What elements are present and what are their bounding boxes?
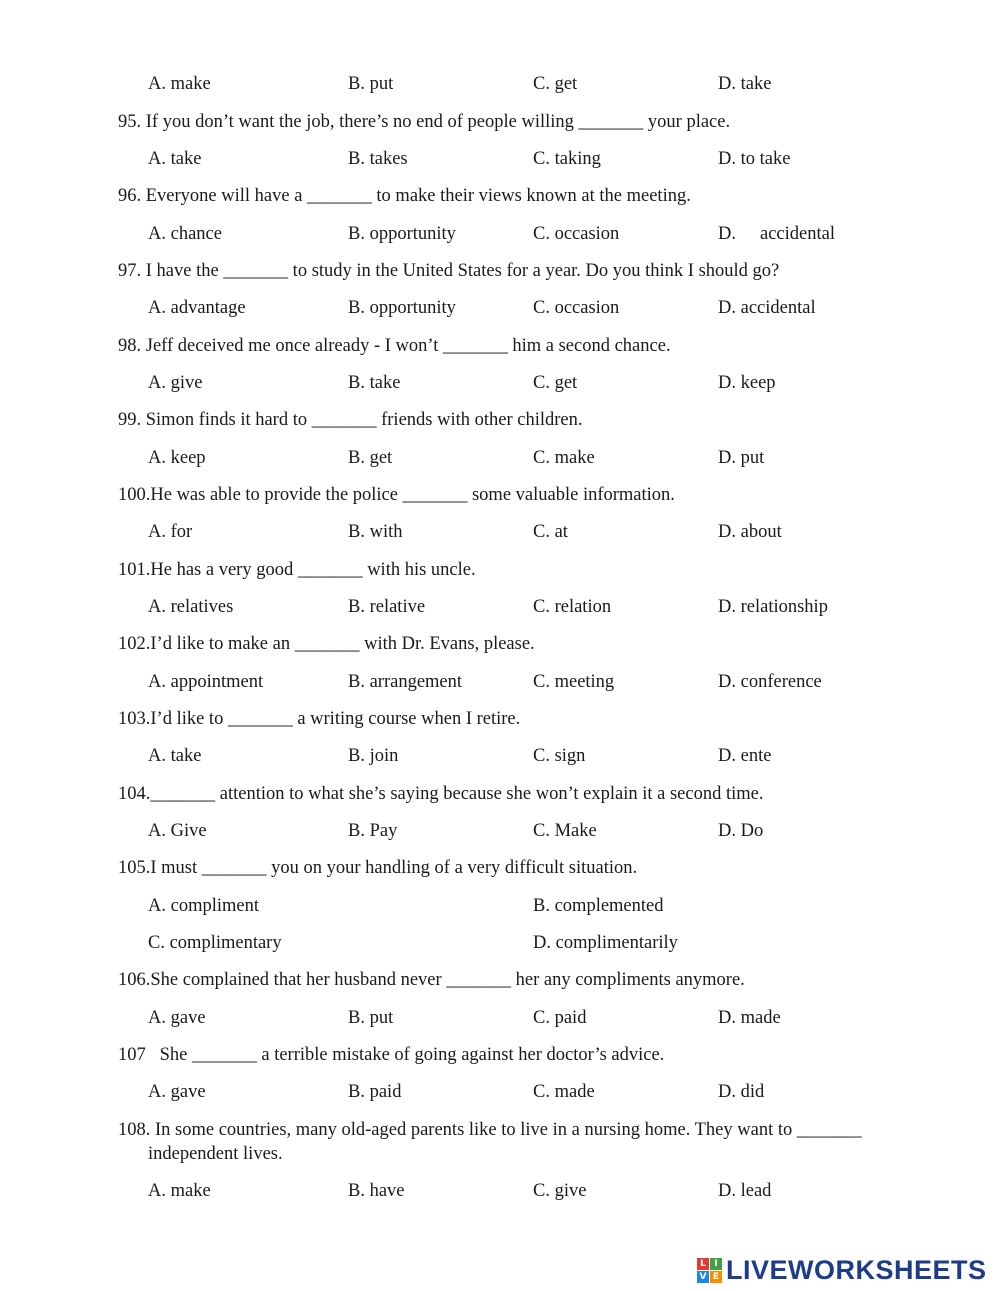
q103-option-c: C. sign	[533, 746, 586, 766]
q101-option-d: D. relationship	[718, 597, 828, 617]
q103-option-a: A. take	[148, 746, 202, 766]
question-104: 104._______ attention to what she’s saying because she won’t explain it a second time.	[118, 784, 764, 804]
q95-option-b: B. takes	[348, 149, 408, 169]
q106-option-a: A. gave	[148, 1008, 206, 1028]
q97-option-a: A. advantage	[148, 298, 246, 318]
question-103: 103.I’d like to _______ a writing course when I retire.	[118, 709, 521, 729]
q103-option-b: B. join	[348, 746, 399, 766]
q105-option-d: D. complimentarily	[533, 933, 678, 953]
logo-letter-v: V	[697, 1271, 709, 1283]
logo-text: LIVEWORKSHEETS	[726, 1254, 987, 1285]
q94-option-a: A. make	[148, 74, 211, 94]
q98-option-d: D. keep	[718, 373, 776, 393]
q98-option-c: C. get	[533, 373, 578, 393]
question-98: 98. Jeff deceived me once already - I won’t _______ him a second chance.	[118, 336, 671, 356]
q103-option-d: D. ente	[718, 746, 772, 766]
question-100: 100.He was able to provide the police _______ some valuable information.	[118, 485, 675, 505]
question-96: 96. Everyone will have a _______ to make their views known at the meeting.	[118, 186, 691, 206]
q102-option-b: B. arrangement	[348, 672, 463, 692]
q95-option-c: C. taking	[533, 149, 601, 169]
q96-option-d-text: accidental	[760, 224, 835, 244]
q107-option-c: C. made	[533, 1082, 595, 1102]
q106-option-c: C. paid	[533, 1008, 587, 1028]
q97-option-c: C. occasion	[533, 298, 620, 318]
question-102: 102.I’d like to make an _______ with Dr. Evans, please.	[118, 634, 535, 654]
logo-mark-icon	[697, 1258, 722, 1283]
q101-option-b: B. relative	[348, 597, 426, 617]
q96-option-a: A. chance	[148, 224, 222, 244]
q99-option-c: C. make	[533, 448, 595, 468]
q104-option-b: B. Pay	[348, 821, 398, 841]
q101-option-c: C. relation	[533, 597, 612, 617]
question-101: 101.He has a very good _______ with his uncle.	[118, 560, 476, 580]
q97-option-b: B. opportunity	[348, 298, 456, 318]
q107-option-d: D. did	[718, 1082, 765, 1102]
q108-option-a: A. make	[148, 1181, 211, 1201]
q96-option-c: C. occasion	[533, 224, 620, 244]
q102-option-a: A. appointment	[148, 672, 264, 692]
q100-option-a: A. for	[148, 522, 193, 542]
q95-option-d: D. to take	[718, 149, 791, 169]
q100-option-b: B. with	[348, 522, 403, 542]
q94-option-c: C. get	[533, 74, 578, 94]
q102-option-c: C. meeting	[533, 672, 615, 692]
q108-option-c: C. give	[533, 1181, 587, 1201]
q99-option-a: A. keep	[148, 448, 206, 468]
question-105: 105.I must _______ you on your handling of a very difficult situation.	[118, 858, 638, 878]
q102-option-d: D. conference	[718, 672, 822, 692]
logo-letter-i: I	[710, 1258, 722, 1270]
q99-option-b: B. get	[348, 448, 393, 468]
q100-option-c: C. at	[533, 522, 568, 542]
logo-letter-e: E	[710, 1271, 722, 1283]
q105-option-a: A. compliment	[148, 896, 259, 916]
q106-option-d: D. made	[718, 1008, 781, 1028]
question-95: 95. If you don’t want the job, there’s no end of people willing _______ your place.	[118, 112, 731, 132]
q108-option-d: D. lead	[718, 1181, 772, 1201]
question-107: 107 She _______ a terrible mistake of going against her doctor’s advice.	[118, 1045, 665, 1065]
liveworksheets-logo	[697, 1256, 987, 1284]
q97-option-d: D. accidental	[718, 298, 816, 318]
q104-option-d: D. Do	[718, 821, 764, 841]
question-108: 108. In some countries, many old-aged parents like to live in a nursing home. They want to _______	[118, 1120, 862, 1140]
q96-option-b: B. opportunity	[348, 224, 456, 244]
question-97: 97. I have the _______ to study in the United States for a year. Do you think I should go?	[118, 261, 780, 281]
q96-option-d	[718, 223, 835, 245]
logo-letter-l: L	[697, 1258, 709, 1270]
question-106: 106.She complained that her husband never _______ her any compliments anymore.	[118, 970, 745, 990]
q107-option-b: B. paid	[348, 1082, 402, 1102]
q104-option-a: A. Give	[148, 821, 207, 841]
q96-option-d-letter: D.	[718, 224, 736, 244]
q94-option-d: D. take	[718, 74, 772, 94]
q94-option-b: B. put	[348, 74, 394, 94]
q106-option-b: B. put	[348, 1008, 394, 1028]
q101-option-a: A. relatives	[148, 597, 234, 617]
q104-option-c: C. Make	[533, 821, 597, 841]
q100-option-d: D. about	[718, 522, 782, 542]
question-108-continued: independent lives.	[148, 1144, 283, 1164]
q98-option-a: A. give	[148, 373, 203, 393]
q98-option-b: B. take	[348, 373, 401, 393]
q108-option-b: B. have	[348, 1181, 405, 1201]
q95-option-a: A. take	[148, 149, 202, 169]
q105-option-b: B. complemented	[533, 896, 664, 916]
q99-option-d: D. put	[718, 448, 765, 468]
q107-option-a: A. gave	[148, 1082, 206, 1102]
q105-option-c: C. complimentary	[148, 933, 282, 953]
question-99: 99. Simon finds it hard to _______ friends with other children.	[118, 410, 583, 430]
